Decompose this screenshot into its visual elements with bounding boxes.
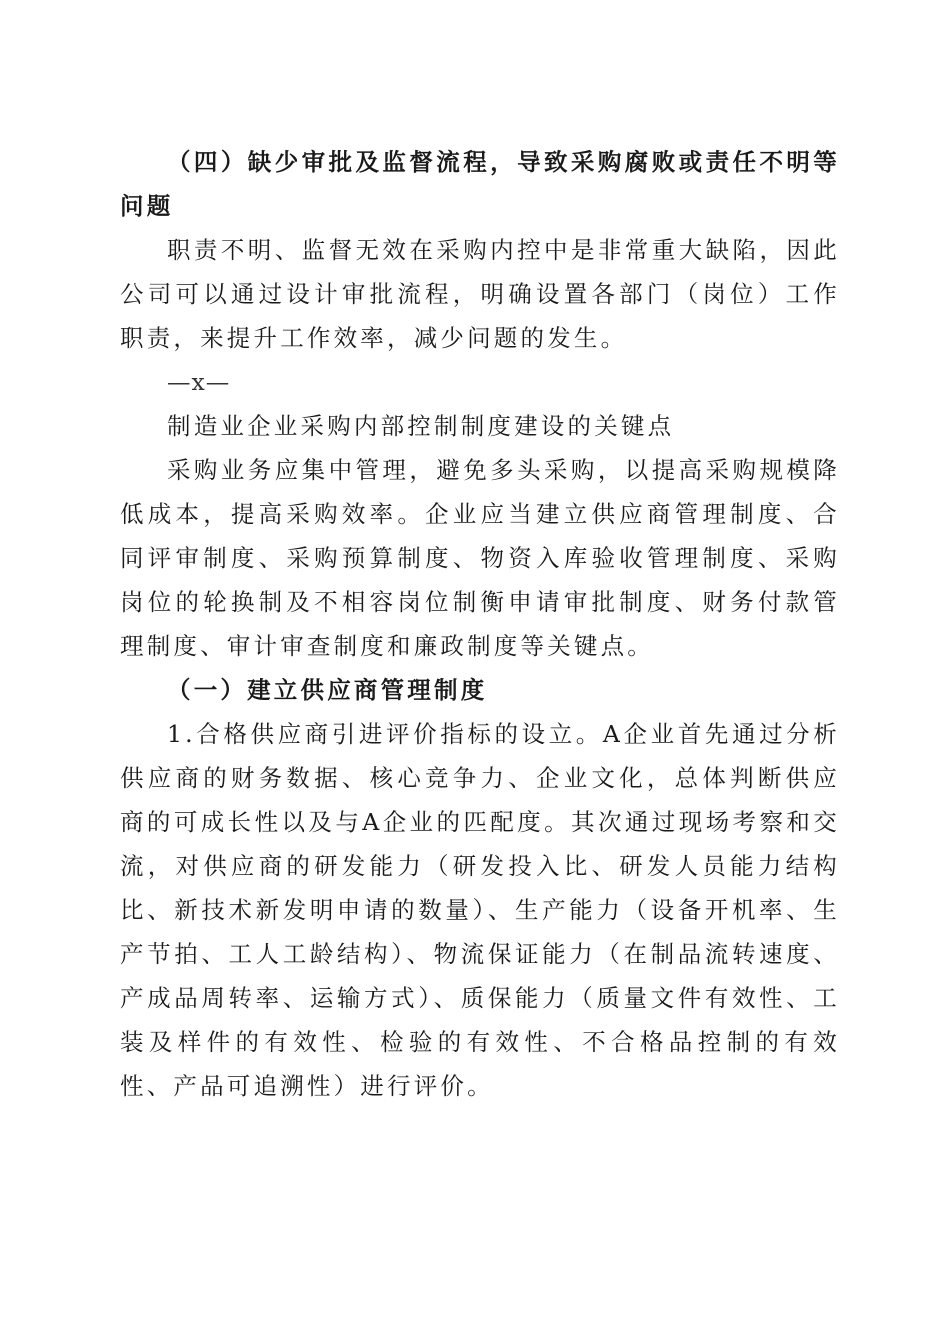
document-body [120,140,840,1108]
section-four-body: 职责不明、监督无效在采购内控中是非常重大缺陷，因此公司可以通过设计审批流程，明确设置各部门（岗位）工作职责，来提升工作效率，减少问题的发生。 [120,236,840,352]
section-divider: —x— [167,368,231,396]
section-one-heading: （一）建立供应商管理制度 [167,676,488,704]
article-intro: 采购业务应集中管理，避免多头采购，以提高采购规模降低成本，提高采购效率。企业应当建立供应商管理制度、合同评审制度、采购预算制度、物资入库验收管理制度、采购岗位的轮换制及不相容岗位制衡申请审批制度、财务付款管理制度、审计审查制度和廉政制度等关键点。 [120,456,840,660]
section-one-item-1: 1.合格供应商引进评价指标的设立。A企业首先通过分析供应商的财务数据、核心竞争力、企业文化，总体判断供应商的可成长性以及与A企业的匹配度。其次通过现场考察和交流，对供应商的研发能力（研发投入比、研发人员能力结构比、新技术新发明申请的数量）、生产能力（设备开机率、生产节拍、工人工龄结构）、物流保证能力（在制品流转速度、产成品周转率、运输方式）、质保能力（质量文件有效性、工装及样件的有效性、检验的有效性、不合格品控制的有效性、产品可追溯性）进行评价。 [120,720,840,1100]
section-four-heading: （四）缺少审批及监督流程，导致采购腐败或责任不明等问题 [120,148,840,220]
article-title: 制造业企业采购内部控制制度建设的关键点 [167,412,675,440]
